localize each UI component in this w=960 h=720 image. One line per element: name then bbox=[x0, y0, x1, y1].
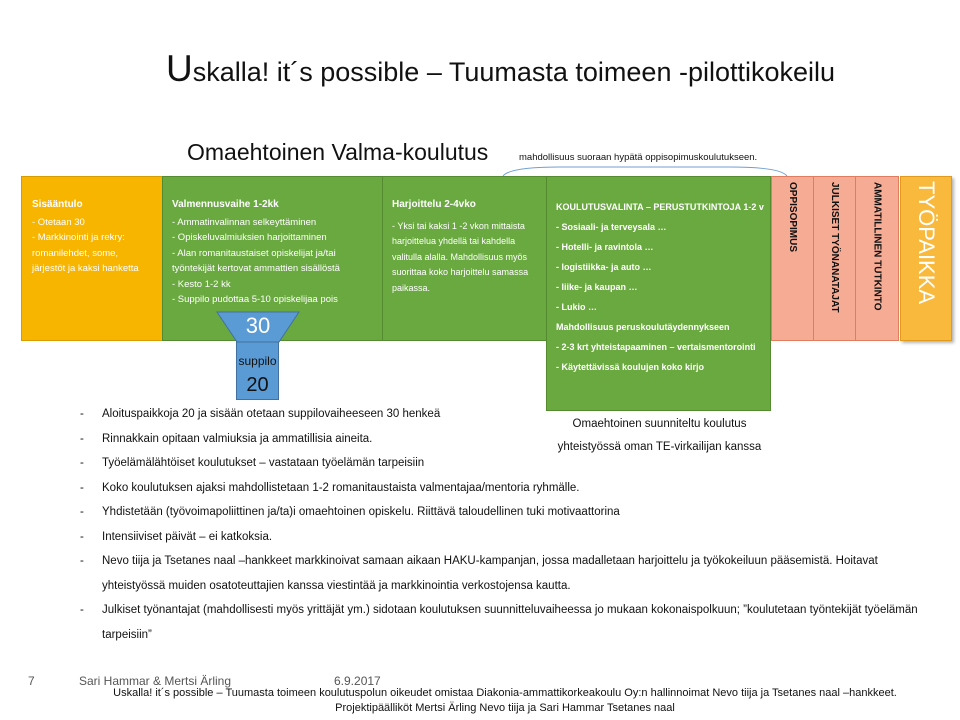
footer-date: 6.9.2017 bbox=[334, 674, 381, 688]
stage-ammatillinen-tutkinto bbox=[855, 176, 899, 341]
stage-line: - Hotelli- ja ravintola … bbox=[556, 242, 654, 252]
stage-line: - liike- ja kaupan … bbox=[556, 282, 638, 292]
funnel-label: suppilo bbox=[238, 354, 277, 368]
footer-note bbox=[60, 686, 950, 716]
bullet-item: - Työelämälähtöiset koulutukset – vastataan työelämän tarpeisiin bbox=[80, 451, 930, 476]
stage-line: harjoittelua yhdellä tai kahdella bbox=[392, 236, 516, 246]
stage-line: Mahdollisuus peruskoulutäydennykseen bbox=[556, 322, 730, 332]
bullet-item: - Yhdistetään (työvoimapoliittinen ja/ta)i omaehtoinen opiskelu. Riittävä taloudellinen tuki motivaattorina bbox=[80, 500, 930, 525]
slide-title bbox=[166, 48, 835, 90]
funnel-top-value: 30 bbox=[245, 313, 271, 338]
funnel-bottom-value: 20 bbox=[246, 374, 269, 396]
stage-koulutusvalinta bbox=[546, 176, 771, 411]
title-rest: skalla! it´s possible – Tuumasta toimeen -pilottikokeilu bbox=[192, 57, 836, 87]
stage-line: romanilehdet, some, bbox=[32, 247, 119, 259]
bullet-item: - Aloituspaikkoja 20 ja sisään otetaan suppilovaiheeseen 30 henkeä bbox=[80, 402, 930, 427]
footer-note-line: Uskalla! it´s possible – Tuumasta toimeen koulutuspolun oikeudet omistaa Diakonia-ammattikorkeakoulu Oy:n hallinnoimat Nevo tiija ja Tsetanes naal –hankkeet. bbox=[113, 687, 897, 699]
bullet-list bbox=[80, 402, 930, 647]
stage-line: suorittaa koko harjoittelu samassa bbox=[392, 267, 529, 277]
bullet-item: - Nevo tiija ja Tsetanes naal –hankkeet markkinoivat samaan aikaan HAKU-kampanjan, jossa madalletaan harjoittelu ja työkokeiluun pääsemistä. Hoitavat yhteistyössä muiden osatoteuttajien kanssa viestintää ja markkinointia verkostojensa kautta. bbox=[80, 549, 930, 598]
stage-harjoittelu bbox=[382, 176, 547, 341]
stage-line: - Yksi tai kaksi 1 -2 vkon mittaista bbox=[392, 220, 525, 231]
vertical-label: TYÖPAIKKA bbox=[914, 181, 939, 305]
bullet-item: - Koko koulutuksen ajaksi mahdollistetaan 1-2 romanitaustaista valmentajaa/mentoria ryhmälle. bbox=[80, 476, 930, 501]
title-initial: U bbox=[166, 48, 193, 89]
footer-note-line: Projektipäälliköt Mertsi Ärling Nevo tiija ja Sari Hammar Tsetanes naal bbox=[335, 702, 675, 714]
stage-heading: Harjoittelu 2-4vko bbox=[392, 199, 476, 210]
apprenticeship-note: mahdollisuus suoraan hypätä oppisopimuskoulutukseen. bbox=[519, 152, 758, 163]
stage-line: - Opiskeluvalmiuksien harjoittaminen bbox=[172, 232, 327, 243]
vertical-label: OPPISOPIMUS bbox=[787, 182, 798, 253]
stage-julkiset-tyonantajat bbox=[813, 176, 856, 341]
vertical-label: JULKISET TYÖNANATAJAT bbox=[829, 182, 840, 313]
stage-line: järjestöt ja kaksi hanketta bbox=[32, 263, 139, 274]
stage-line: - Ammatinvalinnan selkeyttäminen bbox=[172, 216, 317, 228]
stage-line: - 2-3 krt yhteistapaaminen – vertaismentorointi bbox=[556, 342, 756, 352]
stage-line: - Käytettävissä koulujen koko kirjo bbox=[556, 362, 705, 372]
bullet-item: - Rinnakkain opitaan valmiuksia ja ammatillisia aineita. bbox=[80, 427, 930, 452]
stage-line: paikassa. bbox=[392, 282, 431, 293]
stage-line: - Markkinointi ja rekry: bbox=[32, 232, 125, 243]
stage-line: - Otetaan 30 bbox=[32, 216, 85, 228]
diagram-subtitle: Omaehtoinen Valma-koulutus bbox=[187, 139, 489, 165]
stage-tyopaikka bbox=[900, 176, 952, 341]
stage-line: - Lukio … bbox=[556, 302, 597, 312]
stage-line: työntekijät kertovat ammattien sisällöstä bbox=[172, 263, 340, 274]
bullet-item: - Julkiset työnantajat (mahdollisesti myös yrittäjät ym.) sidotaan koulutuksen suunnitteluvaiheessa jo mukaan kokonaispolkuun; ”koulutetaan työntekijät työelämän tarpeisiin” bbox=[80, 598, 930, 647]
koulutus-note-line: yhteistyössä oman TE-virkailijan kanssa bbox=[557, 441, 762, 453]
bullet-item: - Intensiiviset päivät – ei katkoksia. bbox=[80, 525, 930, 550]
stage-line: - Kesto 1-2 kk bbox=[172, 278, 231, 290]
koulutus-note-line: Omaehtoinen suunniteltu koulutus bbox=[572, 418, 747, 430]
stage-sisaantulo bbox=[21, 176, 163, 341]
stage-line: - Sosiaali- ja terveysala … bbox=[556, 222, 667, 232]
stage-line: - logistiikka- ja auto … bbox=[556, 262, 652, 272]
stage-line: valitulla alalla. Mahdollisuus myös bbox=[392, 251, 528, 262]
stage-heading: Sisääntulo bbox=[32, 199, 83, 210]
stage-oppisopimus bbox=[771, 176, 814, 341]
vertical-label: AMMATILLINEN TUTKINTO bbox=[871, 182, 883, 311]
page-number: 7 bbox=[28, 674, 35, 688]
stage-line: - Suppilo pudottaa 5-10 opiskelijaa pois bbox=[172, 294, 338, 305]
footer-authors: Sari Hammar & Mertsi Ärling bbox=[79, 674, 232, 688]
stage-line: - Alan romanitaustaiset opiskelijat ja/tai bbox=[172, 247, 336, 259]
stage-heading: Valmennusvaihe 1-2kk bbox=[172, 199, 279, 210]
stage-heading: KOULUTUSVALINTA – PERUSTUTKINTOJA 1-2 v bbox=[556, 202, 764, 212]
